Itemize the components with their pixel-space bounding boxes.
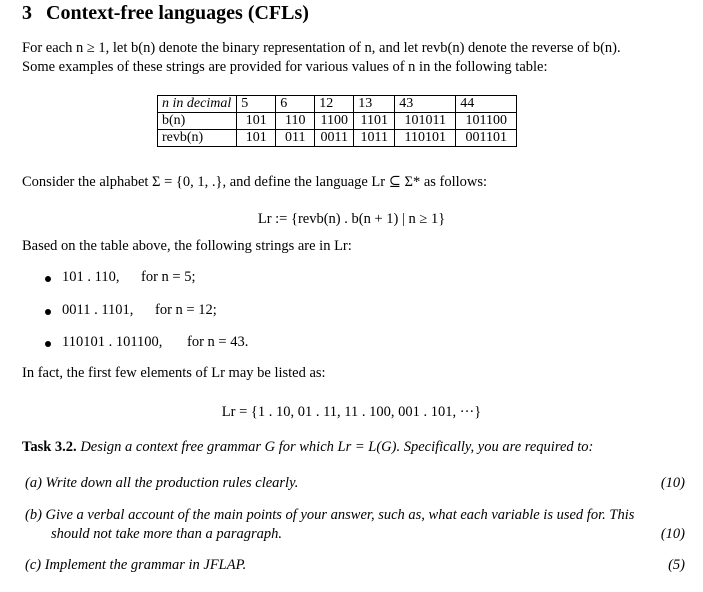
table-row-n (158, 96, 517, 113)
example-string: 101 . 110, (62, 269, 120, 285)
table-cell: 110101 (395, 130, 456, 147)
example-condition: for n = 12; (155, 302, 217, 318)
item-text: Give a verbal account of the main points of your answer, such as, what each variable is used for. This (45, 507, 635, 523)
bullet-icon (45, 276, 51, 282)
example-string: 110101 . 101100, (62, 334, 163, 350)
item-marks: (5) (668, 557, 685, 573)
item-label: (b) (25, 507, 42, 523)
section-title: Context-free languages (CFLs) (46, 2, 309, 24)
table-cell: 101 (237, 130, 276, 147)
item-marks: (10) (660, 526, 685, 542)
section-number: 3 (22, 2, 32, 24)
in-fact-line: In fact, the first few elements of Lr may be listed as: (22, 365, 326, 381)
table-cell: 0011 (315, 130, 354, 147)
language-listing: Lr = {1 . 10, 01 . 11, 11 . 100, 001 . 101, ···} (221, 404, 482, 420)
item-marks: (10) (660, 475, 685, 491)
table-cell: 44 (456, 96, 517, 113)
binary-values-table (157, 95, 517, 147)
row-header: n in decimal (158, 96, 237, 113)
task-item-c (25, 557, 246, 574)
table-cell: 12 (315, 96, 354, 113)
item-label: (c) (25, 557, 42, 573)
item-text-continued: should not take more than a paragraph. (51, 526, 283, 542)
intro-line-2: Some examples of these strings are provided for various values of n in the following table: (22, 59, 548, 75)
language-definition: Lr := {revb(n) . b(n + 1) | n ≥ 1} (257, 211, 446, 227)
task-item-a (25, 475, 298, 492)
table-cell: 5 (237, 96, 276, 113)
item-label: (a) (25, 475, 42, 491)
intro-line-1: For each n ≥ 1, let b(n) denote the binary representation of n, and let revb(n) denote the reverse of b(n). (22, 40, 621, 56)
row-header: b(n) (158, 113, 237, 130)
row-header: revb(n) (158, 130, 237, 147)
based-on-line: Based on the table above, the following strings are in Lr: (22, 238, 352, 254)
table-cell: 1100 (315, 113, 354, 130)
task-item-b (25, 507, 634, 524)
table-cell: 101 (237, 113, 276, 130)
table-cell: 101100 (456, 113, 517, 130)
example-string: 0011 . 1101, (62, 302, 134, 318)
table-cell: 43 (395, 96, 456, 113)
table-cell: 13 (354, 96, 395, 113)
task-text: Design a context free grammar G for which Lr = L(G). Specifically, you are required to: (80, 439, 594, 455)
table-cell: 1011 (354, 130, 395, 147)
item-text: Write down all the production rules clearly. (45, 475, 299, 491)
table-row-b (158, 113, 517, 130)
table-cell: 011 (276, 130, 315, 147)
table-cell: 1101 (354, 113, 395, 130)
alphabet-line: Consider the alphabet Σ = {0, 1, .}, and define the language Lr ⊆ Σ* as follows: (22, 174, 488, 190)
table-cell: 6 (276, 96, 315, 113)
section-heading (22, 2, 309, 25)
bullet-icon (45, 341, 51, 347)
item-text: Implement the grammar in JFLAP. (44, 557, 247, 573)
example-condition: for n = 43. (187, 334, 249, 350)
table-cell: 001101 (456, 130, 517, 147)
task-label: Task 3.2. (22, 439, 77, 455)
example-condition: for n = 5; (141, 269, 196, 285)
table-cell: 110 (276, 113, 315, 130)
bullet-icon (45, 309, 51, 315)
table-row-revb (158, 130, 517, 147)
table-cell: 101011 (395, 113, 456, 130)
task-heading (22, 439, 593, 456)
